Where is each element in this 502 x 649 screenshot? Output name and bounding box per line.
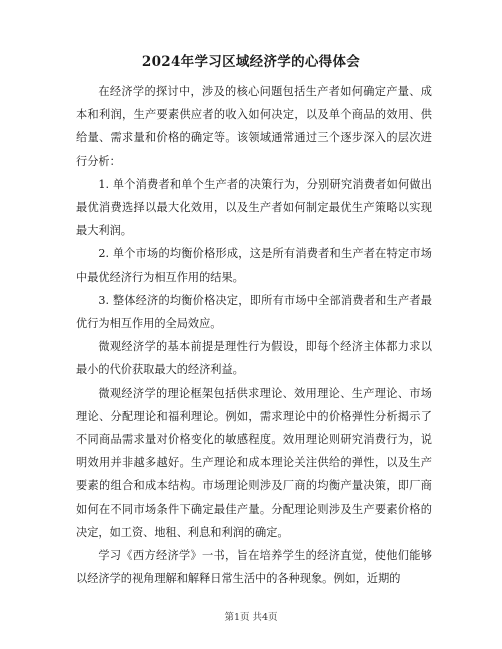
paragraph-item-1: 1. 单个消费者和单个生产者的决策行为，分别研究消费者如何做出最优消费选择以最大化效用，以及生产者如何制定最优生产策略以实现最大利润。 [76,177,432,238]
page-number-footer: 第1页 共4页 [224,612,278,623]
paragraph-theory-framework: 微观经济学的理论框架包括供求理论、效用理论、生产理论、市场理论、分配理论和福利理论。例如，需求理论中的价格弹性分析揭示了不同商品需求量对价格变化的敏感程度。效用理论则研究消费行为，说明效用并非越多越好。生产理论和成本理论关注供给的弹性，以及生产要素的组合和成本结构。市场理论则涉及厂商的均衡产量决策，即厂商如何在不同市场条件下确定最佳产量。分配理论则涉及生产要素价格的决定，如工资、地租、利息和利润的确定。 [76,386,432,539]
paragraph-study-purpose: 学习《西方经济学》一书，旨在培养学生的经济直觉，使他们能够以经济学的视角理解和解释日常生活中的各种现象。例如，近期的 [76,549,432,586]
paragraph-item-2: 2. 单个市场的均衡价格形成，这是所有消费者和生产者在特定市场中最优经济行为相互作用的结果。 [76,247,432,284]
document-title: 2024年学习区域经济学的心得体会 [141,54,361,70]
document-body [76,80,432,590]
paragraph-premise: 微观经济学的基本前提是理性行为假设，即每个经济主体都力求以最小的代价获取最大的经济利益。 [76,340,432,377]
paragraph-item-3: 3. 整体经济的均衡价格决定，即所有市场中全部消费者和生产者最优行为相互作用的全局效应。 [76,293,432,331]
paragraph-intro: 在经济学的探讨中，涉及的核心问题包括生产者如何确定产量、成本和利润，生产要素供应者的收入如何决定，以及单个商品的效用、供给量、需求量和价格的确定等。该领域通常通过三个逐步深入的层次进行分析： [76,85,432,168]
